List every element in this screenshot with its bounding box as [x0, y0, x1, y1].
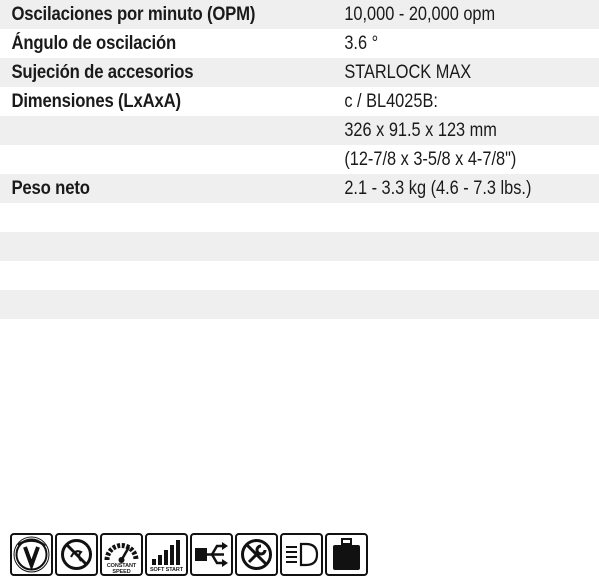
spec-value: 326 x 91.5 x 123 mm — [344, 119, 497, 141]
spec-row — [0, 145, 599, 174]
soft-start-icon — [145, 533, 188, 576]
spec-value: c / BL4025B: — [344, 90, 438, 112]
spec-label: Peso neto — [11, 177, 90, 199]
spec-row-empty — [0, 290, 599, 319]
spec-label: Ángulo de oscilación — [11, 32, 177, 54]
led-light-icon — [280, 533, 323, 576]
spec-value: 2.1 - 3.3 kg (4.6 - 7.3 lbs.) — [344, 177, 532, 199]
spec-row — [0, 87, 599, 116]
spec-label: Dimensiones (LxAxA) — [11, 90, 181, 112]
no-brush-icon — [55, 533, 98, 576]
spec-value: (12-7/8 x 3-5/8 x 4-7/8") — [344, 148, 517, 170]
constant-speed-icon — [100, 533, 143, 576]
spec-value: 3.6 ° — [344, 32, 379, 54]
spec-label: Sujeción de accesorios — [11, 61, 194, 83]
spec-row-empty — [0, 203, 599, 232]
carrying-case-icon — [325, 533, 368, 576]
spec-value: STARLOCK MAX — [344, 61, 472, 83]
spec-row — [0, 0, 599, 29]
spec-row — [0, 174, 599, 203]
spec-row — [0, 29, 599, 58]
spec-row-empty — [0, 261, 599, 290]
spec-row-empty — [0, 232, 599, 261]
spec-row — [0, 58, 599, 87]
feature-icons — [10, 533, 368, 576]
variable-speed-icon — [10, 533, 53, 576]
usb-power-icon — [190, 533, 233, 576]
constant-speed-caption: CONSTANT SPEED — [106, 563, 137, 575]
tool-less-icon — [235, 533, 278, 576]
spec-row — [0, 116, 599, 145]
spec-value: 10,000 - 20,000 opm — [344, 3, 496, 25]
spec-label: Oscilaciones por minuto (OPM) — [11, 3, 256, 25]
soft-start-caption: SOFT START — [149, 567, 184, 573]
